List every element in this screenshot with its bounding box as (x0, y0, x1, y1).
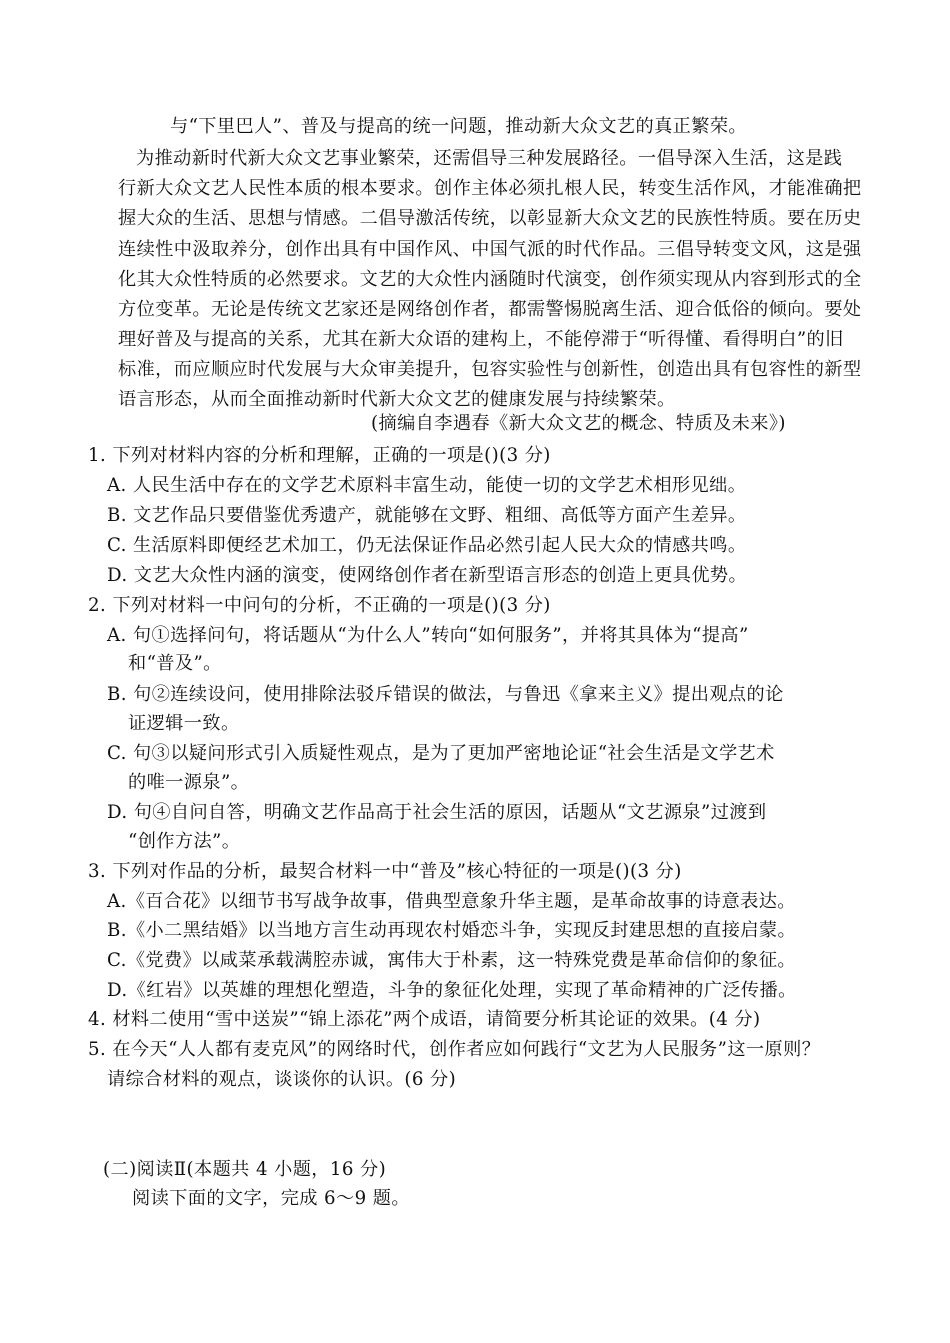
option-a: A.《百合花》以细节书写战争故事，借典型意象升华主题，是革命故事的诗意表达。 (107, 891, 796, 912)
option-d: D.《红岩》以英雄的理想化塑造，斗争的象征化处理，实现了革命精神的广泛传播。 (107, 980, 797, 1001)
option-c: C.《党费》以咸菜承载满腔赤诚，寓伟大于朴素，这一特殊党费是革命信仰的象征。 (107, 950, 796, 971)
option-c: C. 句③以疑问形式引入质疑性观点，是为了更加严密地论证“社会生活是文学艺术 (107, 743, 775, 764)
section-title: (二)阅读Ⅱ(本题共 4 小题，16 分) (103, 1159, 387, 1180)
question-stem: 2. 下列对材料一中问句的分析，不正确的一项是()(3 分) (88, 595, 551, 616)
question-stem: 5. 在今天“人人都有麦克风”的网络时代，创作者应如何践行“文艺为人民服务”这一原则？ (88, 1039, 821, 1060)
passage-line: 标准，而应顺应时代发展与大众审美提升，包容实验性与创新性，创造出具有包容性的新型 (118, 359, 862, 380)
passage-line: 化其大众性特质的必然要求。文艺的大众性内涵随时代演变，创作须实现从内容到形式的全 (118, 269, 862, 290)
question-stem: 4. 材料二使用“雪中送炭”“锦上添花”两个成语，请简要分析其论证的效果。(4 分) (88, 1009, 761, 1030)
option-a: A. 句①选择问句，将话题从“为什么人”转向“如何服务”，并将其具体为“提高” (107, 625, 749, 646)
section-instruction: 阅读下面的文字，完成 6～9 题。 (132, 1188, 410, 1209)
option-b: B. 句②连续设问，使用排除法驳斥错误的做法，与鲁迅《拿来主义》提出观点的论 (107, 684, 784, 705)
question-stem-continued: 请综合材料的观点，谈谈你的认识。(6 分) (107, 1069, 457, 1090)
passage-line: 理好普及与提高的关系，尤其在新大众语的建构上，不能停滞于“听得懂、看得明白”的旧 (118, 329, 844, 350)
passage-line: 语言形态，从而全面推动新时代新大众文艺的健康发展与持续繁荣。 (118, 389, 676, 410)
option-d: D. 文艺大众性内涵的演变，使网络创作者在新型语言形态的创造上更具优势。 (107, 565, 748, 586)
passage-line: 方位变革。无论是传统文艺家还是网络创作者，都需警惕脱离生活、迎合低俗的倾向。要处 (118, 299, 862, 320)
passage-line: 为推动新时代新大众文艺事业繁荣，还需倡导三种发展路径。一倡导深入生活，这是践 (136, 148, 843, 169)
passage-lead-line: 与“下里巴人”、普及与提高的统一问题，推动新大众文艺的真正繁荣。 (170, 116, 748, 137)
option-d: D. 句④自问自答，明确文艺作品高于社会生活的原因，话题从“文艺源泉”过渡到 (107, 802, 767, 823)
question-stem: 1. 下列对材料内容的分析和理解，正确的一项是()(3 分) (88, 445, 551, 466)
option-b: B. 文艺作品只要借鉴优秀遗产，就能够在文野、粗细、高低等方面产生差异。 (107, 505, 747, 526)
option-c-continued: 的唯一源泉”。 (128, 772, 250, 793)
option-a-continued: 和“普及”。 (128, 653, 222, 674)
passage-line: 握大众的生活、思想与情感。二倡导激活传统，以彰显新大众文艺的民族性特质。要在历史 (118, 208, 862, 229)
passage-source: (摘编自李遇春《新大众文艺的概念、特质及未来》) (371, 413, 786, 434)
option-d-continued: “创作方法”。 (128, 831, 241, 852)
passage-line: 连续性中汲取养分，创作出具有中国作风、中国气派的时代作品。三倡导转变文风，这是强 (118, 239, 862, 260)
question-stem: 3. 下列对作品的分析，最契合材料一中“普及”核心特征的一项是()(3 分) (88, 861, 682, 882)
option-c: C. 生活原料即便经艺术加工，仍无法保证作品必然引起人民大众的情感共鸣。 (107, 535, 747, 556)
option-b: B.《小二黑结婚》以当地方言生动再现农村婚恋斗争，实现反封建思想的直接启蒙。 (107, 920, 797, 941)
option-a: A. 人民生活中存在的文学艺术原料丰富生动，能使一切的文学艺术相形见绌。 (107, 475, 747, 496)
option-b-continued: 证逻辑一致。 (128, 713, 240, 734)
passage-line: 行新大众文艺人民性本质的根本要求。创作主体必须扎根人民，转变生活作风，才能准确把 (118, 178, 862, 199)
